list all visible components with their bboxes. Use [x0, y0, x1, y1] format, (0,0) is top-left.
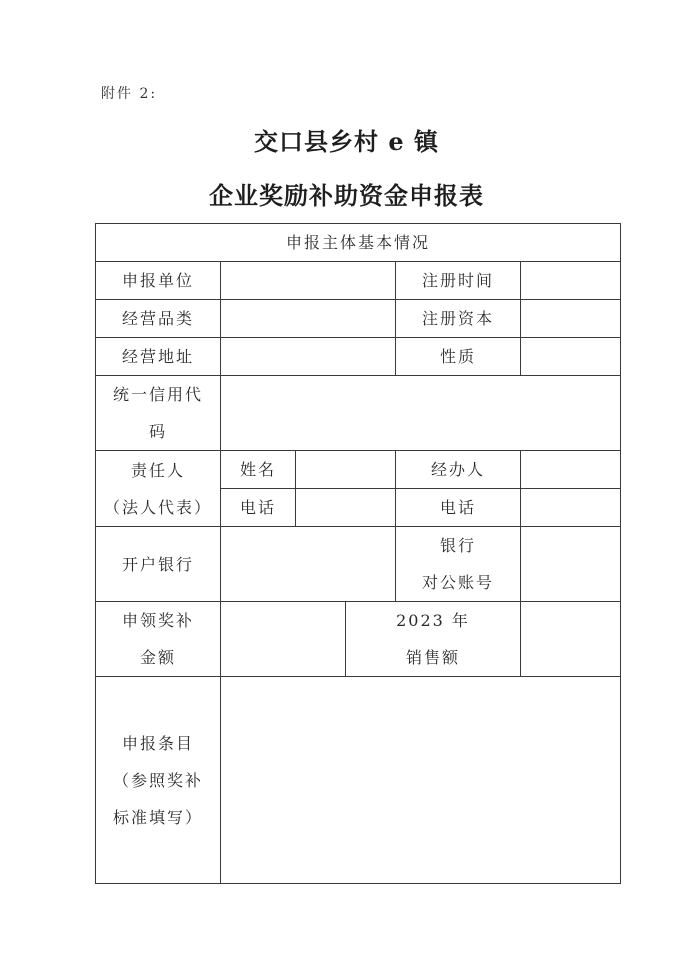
field-applicant-unit[interactable]: [221, 262, 396, 300]
label-sales-2023: [346, 602, 521, 677]
field-award-amount[interactable]: [221, 602, 346, 677]
field-phone[interactable]: [296, 489, 396, 527]
label-award-amount-line2: 金额: [139, 648, 176, 667]
field-business-address[interactable]: [221, 338, 396, 376]
attachment-label: 附件 2:: [101, 86, 158, 102]
label-account-line2: 对公账号: [421, 573, 494, 592]
field-registered-capital[interactable]: [521, 300, 621, 338]
field-application-items[interactable]: [221, 677, 621, 884]
label-credit-code-line2: 码: [148, 422, 167, 441]
label-items-line1: 申报条目: [121, 733, 194, 753]
label-credit-code-line1: 统一信用代: [112, 385, 203, 404]
label-sales-line1: 2023 年: [396, 611, 470, 630]
label-name: 姓名: [221, 451, 296, 489]
label-award-amount-line1: 申领奖补: [121, 611, 194, 630]
label-handler-phone: 电话: [396, 489, 521, 527]
field-corporate-account[interactable]: [521, 527, 621, 602]
label-award-amount: [96, 602, 221, 677]
field-handler-phone[interactable]: [521, 489, 621, 527]
label-business-address: 经营地址: [96, 338, 221, 376]
label-handler: 经办人: [396, 451, 521, 489]
section-header: 申报主体基本情况: [96, 224, 621, 262]
label-responsible-line1: 责任人: [130, 460, 185, 480]
label-responsible-line2: （法人代表）: [103, 497, 212, 517]
label-corporate-account: [396, 527, 521, 602]
label-account-line1: 银行: [439, 536, 476, 555]
field-nature[interactable]: [521, 338, 621, 376]
application-form-table: [95, 223, 621, 884]
field-bank[interactable]: [221, 527, 396, 602]
field-credit-code[interactable]: [221, 376, 621, 451]
document-title-line1: 交口县乡村 e 镇: [254, 127, 439, 156]
label-sales-line2: 销售额: [405, 648, 460, 667]
label-nature: 性质: [396, 338, 521, 376]
label-application-items: [96, 677, 221, 884]
document-title-line2: 企业奖励补助资金申报表: [209, 181, 484, 210]
field-registration-time[interactable]: [521, 262, 621, 300]
label-items-line2: （参照奖补: [112, 770, 203, 790]
label-phone: 电话: [221, 489, 296, 527]
label-items-line3: 标准填写）: [112, 807, 203, 827]
label-applicant-unit: 申报单位: [96, 262, 221, 300]
label-business-category: 经营品类: [96, 300, 221, 338]
field-business-category[interactable]: [221, 300, 396, 338]
label-registered-capital: 注册资本: [396, 300, 521, 338]
label-credit-code: [96, 376, 221, 451]
label-bank: 开户银行: [96, 527, 221, 602]
field-sales-2023[interactable]: [521, 602, 621, 677]
label-registration-time: 注册时间: [396, 262, 521, 300]
field-name[interactable]: [296, 451, 396, 489]
label-responsible-person: [96, 451, 221, 527]
field-handler[interactable]: [521, 451, 621, 489]
